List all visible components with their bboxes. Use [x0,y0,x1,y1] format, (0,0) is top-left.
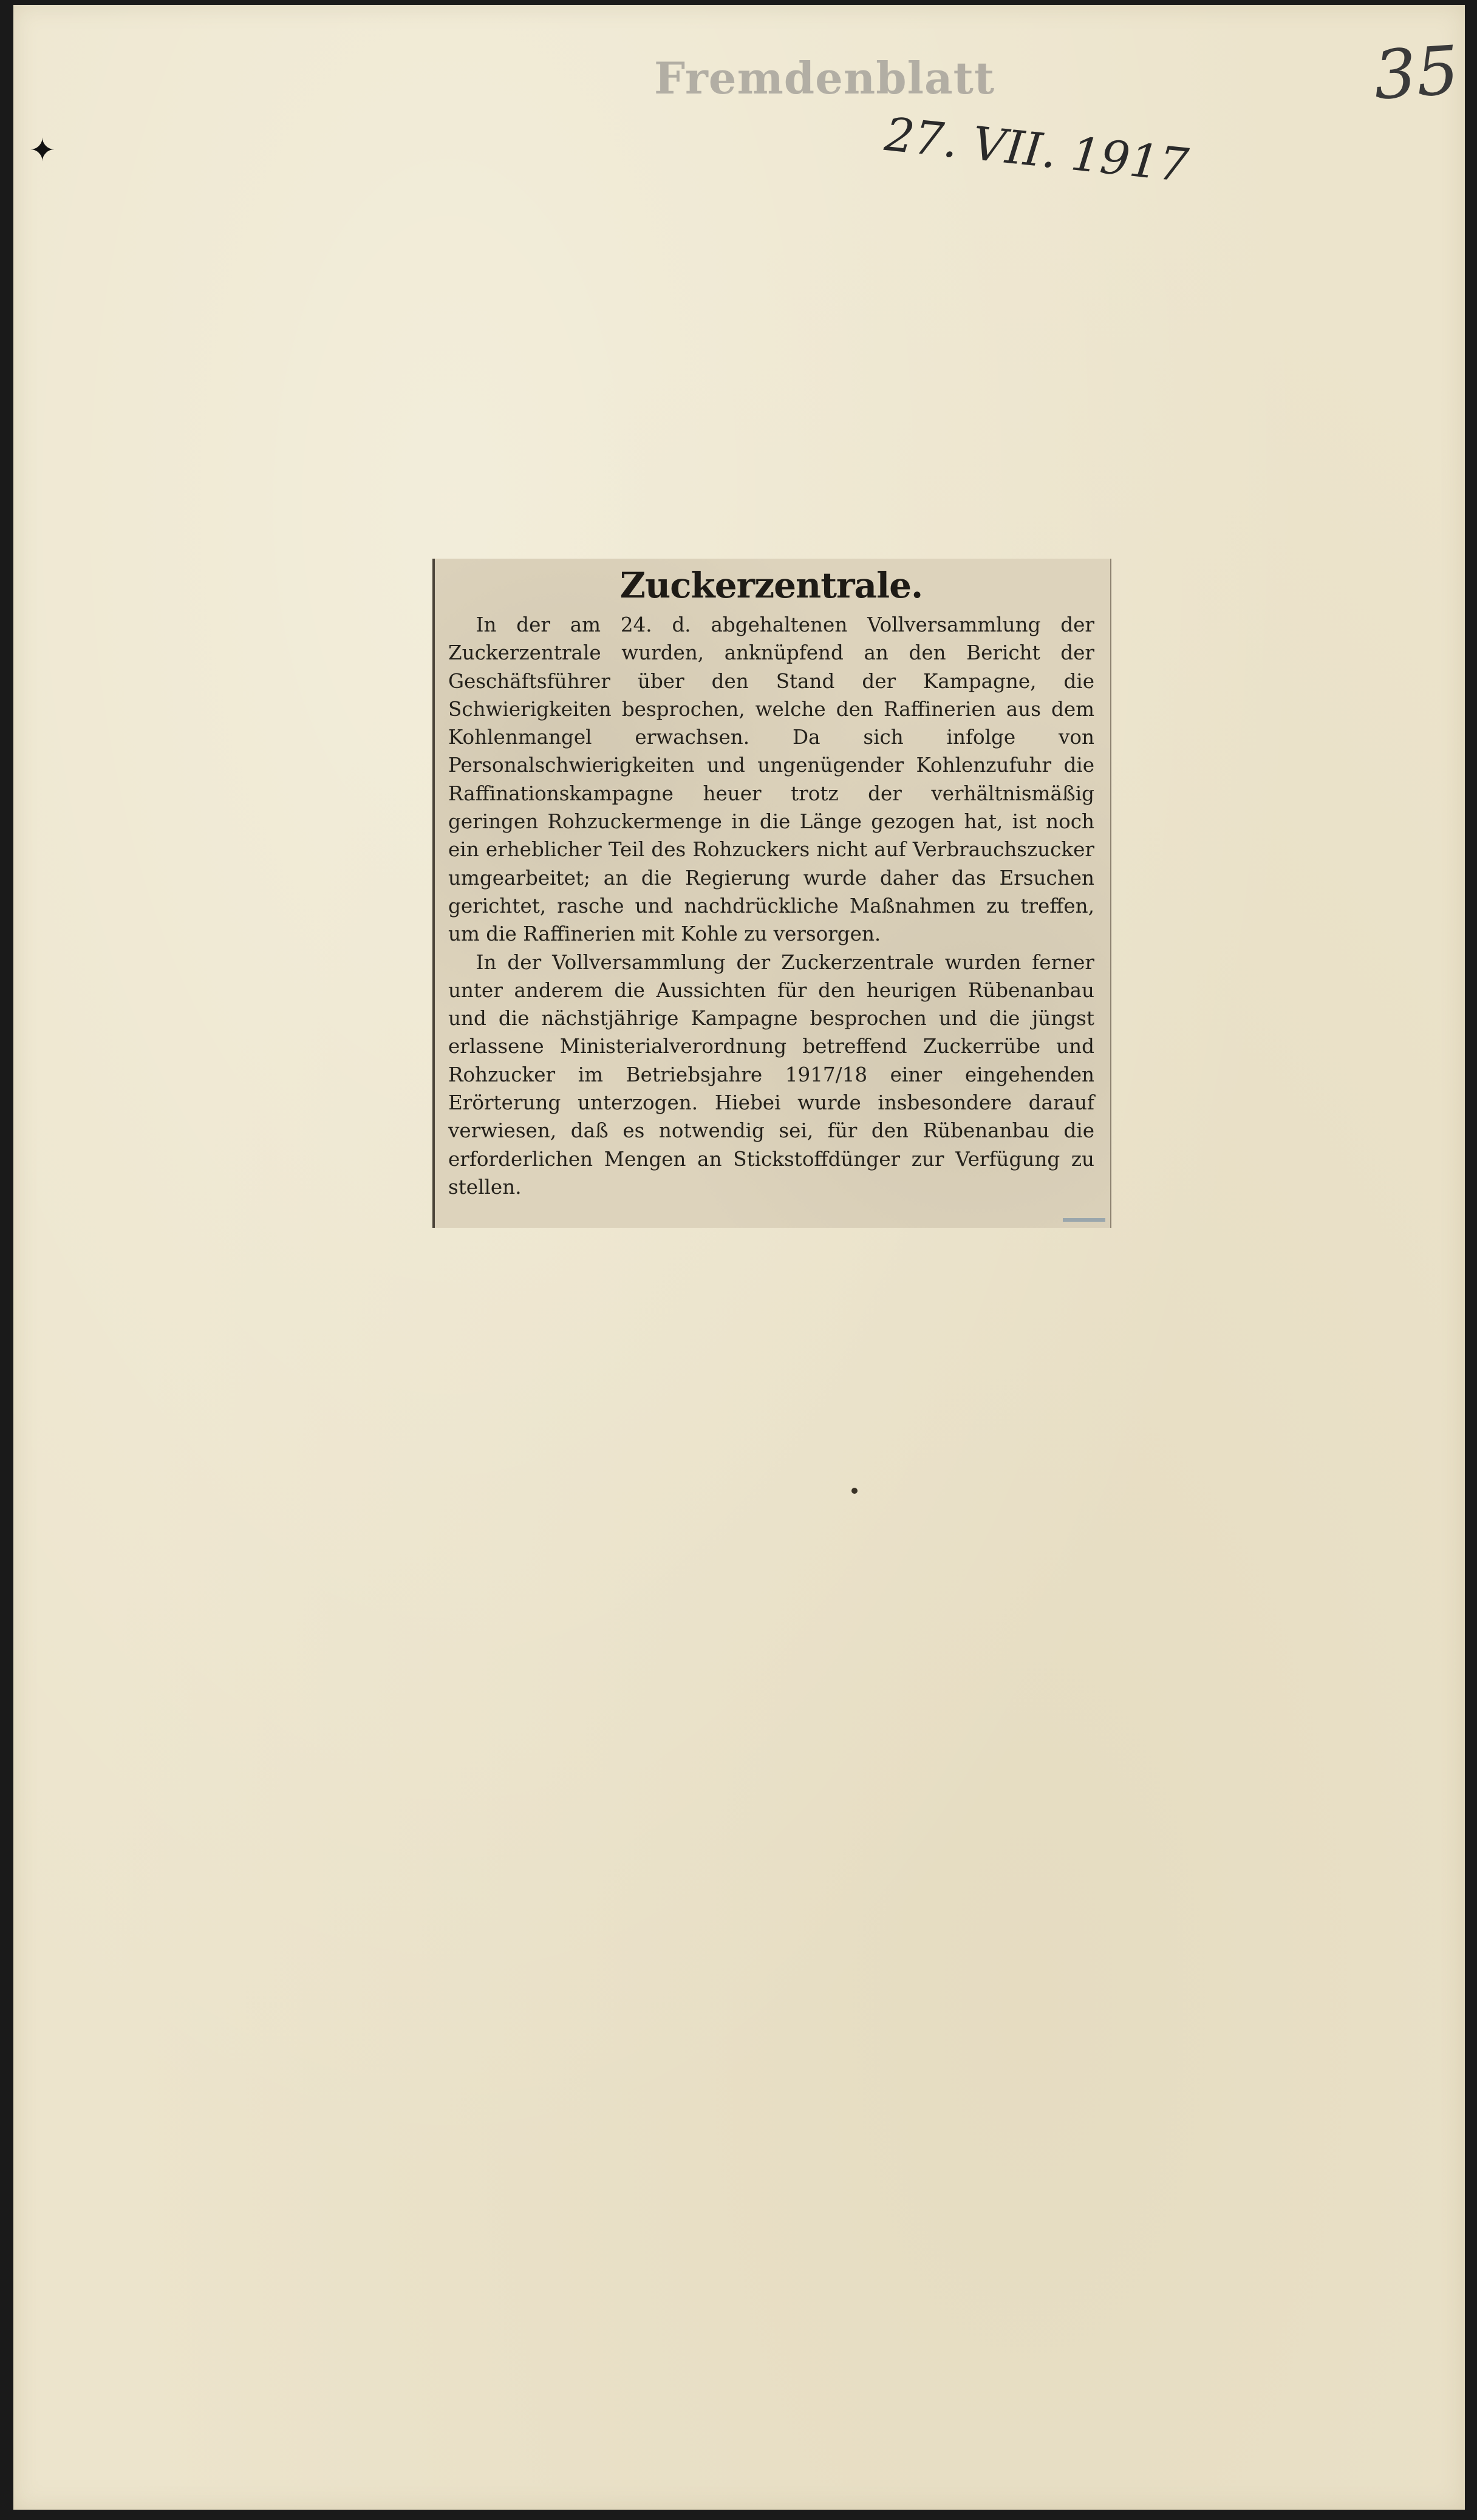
newspaper-clipping [432,559,1111,1228]
handwritten-date: 27. VII. 1917 [882,107,1191,192]
ink-dot [851,1488,858,1494]
folio-number: 35 [1371,31,1462,115]
archive-sheet [13,5,1465,2510]
article-title: Zuckerzentrale. [619,565,923,606]
star-mark-icon: ✦ [29,132,56,169]
article-paragraph: In der am 24. d. abgehaltenen Vollversammlung der Zuckerzentrale wurden, anknüpfend an den Bericht der Geschäftsführer über den Stand der Kampagne, die Schwierigkeiten besprochen, welche den Raffinerien aus dem Kohlenmangel erwachsen. Da sich infolge von Personalschwierigkeiten und ungenügender Kohlenzufuhr die Raffinationskampagne heuer trotz der verhältnismäßig geringen Rohzuckermenge in die Länge gezogen hat, ist noch ein erheblicher Teil des Rohzuckers nicht auf Verbrauchszucker umgearbeitet; an die Regierung wurde daher das Ersuchen gerichtet, rasche und nachdrückliche Maßnahmen zu treffen, um die Raffinerien mit Kohle zu versorgen. [448,613,1094,946]
newspaper-name-stamp: Fremdenblatt [654,52,995,104]
article-body [448,611,1094,1201]
clipping-edge-mark [1063,1218,1105,1222]
article-paragraph: In der Vollversammlung der Zuckerzentrale wurden ferner unter anderem die Aussichten für den heurigen Rübenanbau und die nächstjährige Kampagne besprochen und die jüngst erlassene Ministerialverordnung betreffend Zuckerrübe und Rohzucker im Betriebsjahre 1917/18 einer eingehenden Erörterung unterzogen. Hiebei wurde insbesondere darauf verwiesen, daß es notwendig sei, für den Rübenanbau die erforderlichen Mengen an Stickstoffdünger zur Verfügung zu stellen. [448,950,1094,1199]
